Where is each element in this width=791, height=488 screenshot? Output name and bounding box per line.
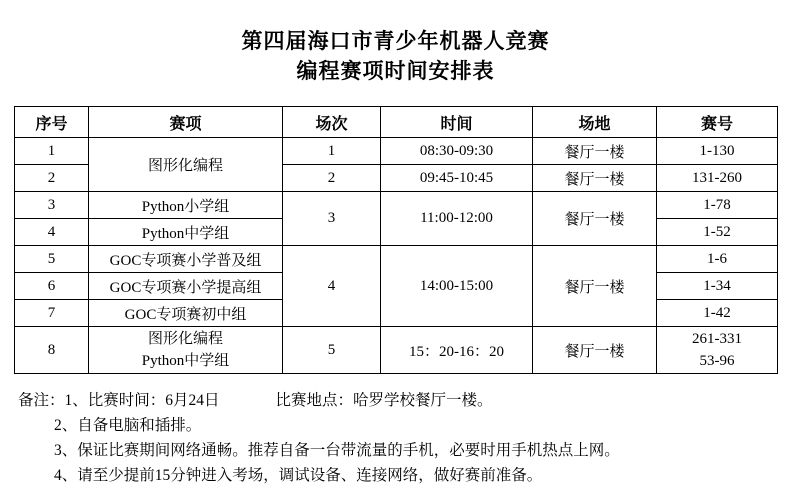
note-index: 4、 <box>54 467 78 484</box>
cell-no: 5 <box>15 246 89 273</box>
document-title <box>14 0 777 86</box>
cell-event: Python中学组 <box>89 219 283 246</box>
header-no: 序号 <box>15 107 89 138</box>
cell-time: 14:00-15:00 <box>381 246 533 327</box>
cell-number: 1-130 <box>657 138 778 165</box>
cell-number: 1-52 <box>657 219 778 246</box>
note-item <box>14 438 777 463</box>
cell-no: 3 <box>15 192 89 219</box>
note-text: 保证比赛期间网络通畅。推荐自备一台带流量的手机，必要时用手机热点上网。 <box>77 442 620 459</box>
cell-no: 8 <box>15 327 89 374</box>
note-index: 1、 <box>64 392 88 409</box>
cell-event: Python小学组 <box>89 192 283 219</box>
note-text: 比赛时间：6月24日 <box>87 392 220 409</box>
cell-venue: 餐厅一楼 <box>533 246 657 327</box>
cell-event-line-2: Python中学组 <box>141 353 230 369</box>
cell-number-line-1: 261-331 <box>692 331 742 347</box>
note-item <box>14 413 777 438</box>
cell-no: 6 <box>15 273 89 300</box>
header-session: 场次 <box>283 107 381 138</box>
cell-session: 4 <box>283 246 381 327</box>
cell-event: GOC专项赛小学普及组 <box>89 246 283 273</box>
table-row <box>15 246 778 273</box>
schedule-table <box>14 106 778 374</box>
cell-no: 7 <box>15 300 89 327</box>
cell-venue: 餐厅一楼 <box>533 138 657 165</box>
table-row <box>15 327 778 374</box>
cell-time: 08:30-09:30 <box>381 138 533 165</box>
header-event: 赛项 <box>89 107 283 138</box>
cell-no: 4 <box>15 219 89 246</box>
cell-no: 1 <box>15 138 89 165</box>
cell-no: 2 <box>15 165 89 192</box>
cell-time: 15：20-16：20 <box>381 327 533 374</box>
cell-event <box>89 327 283 374</box>
cell-venue: 餐厅一楼 <box>533 327 657 374</box>
title-line-2: 编程赛项时间安排表 <box>296 59 495 83</box>
note-text: 自备电脑和插排。 <box>77 417 202 434</box>
notes-label: 备注： <box>18 392 65 409</box>
cell-session: 5 <box>283 327 381 374</box>
cell-session: 2 <box>283 165 381 192</box>
cell-time: 09:45-10:45 <box>381 165 533 192</box>
table-row <box>15 138 778 165</box>
cell-event-line-1: 图形化编程 <box>147 331 223 347</box>
cell-venue: 餐厅一楼 <box>533 192 657 246</box>
note-item <box>14 463 777 488</box>
cell-number: 1-34 <box>657 273 778 300</box>
cell-number <box>657 327 778 374</box>
note-item <box>14 388 777 413</box>
note-spacer <box>220 388 276 413</box>
header-number: 赛号 <box>657 107 778 138</box>
cell-number: 1-6 <box>657 246 778 273</box>
cell-session: 3 <box>283 192 381 246</box>
cell-venue: 餐厅一楼 <box>533 165 657 192</box>
table-header-row <box>15 107 778 138</box>
cell-session: 1 <box>283 138 381 165</box>
cell-event: GOC专项赛初中组 <box>89 300 283 327</box>
cell-time: 11:00-12:00 <box>381 192 533 246</box>
cell-number-line-2: 53-96 <box>699 353 735 369</box>
cell-number: 1-78 <box>657 192 778 219</box>
notes-section <box>14 388 777 488</box>
title-line-1: 第四届海口市青少年机器人竞赛 <box>241 29 550 53</box>
cell-event: GOC专项赛小学提高组 <box>89 273 283 300</box>
note-text: 请至少提前15分钟进入考场，调试设备、连接网络，做好赛前准备。 <box>77 467 543 484</box>
header-venue: 场地 <box>533 107 657 138</box>
note-extra: 比赛地点：哈罗学校餐厅一楼。 <box>275 392 493 409</box>
header-time: 时间 <box>381 107 533 138</box>
note-index: 3、 <box>54 442 78 459</box>
cell-number: 131-260 <box>657 165 778 192</box>
note-index: 2、 <box>54 417 78 434</box>
cell-event: 图形化编程 <box>89 138 283 192</box>
table-row <box>15 192 778 219</box>
cell-number: 1-42 <box>657 300 778 327</box>
